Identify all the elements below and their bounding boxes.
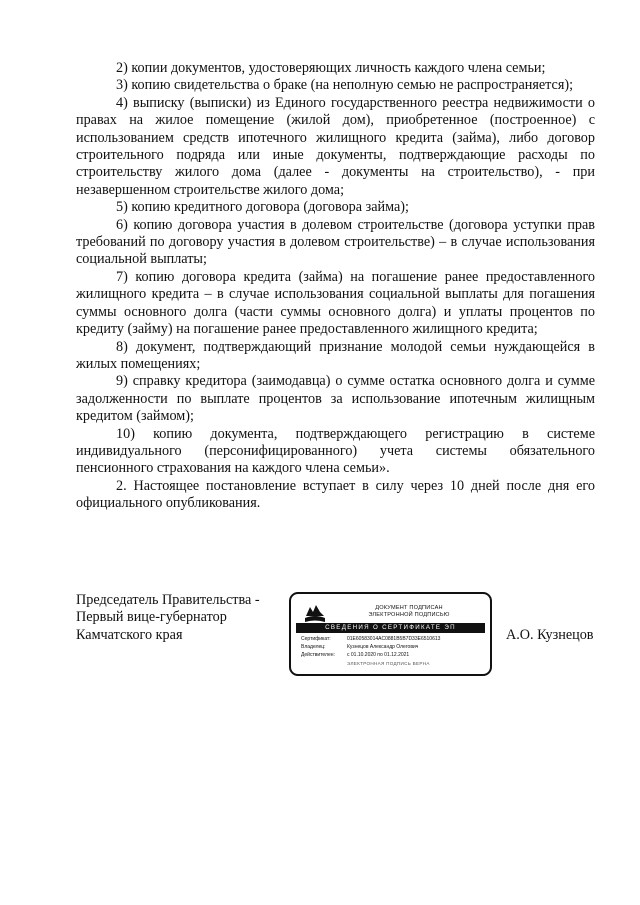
paragraph-item-5: 5) копию кредитного договора (договора займа); <box>116 199 409 216</box>
paragraph-item-3: 3) копию свидетельства о браке (на неполную семью не распространяется); <box>116 77 574 94</box>
coat-of-arms-icon <box>303 602 327 624</box>
document-body <box>76 60 595 513</box>
paragraph-effective-date: 2. Настоящее постановление вступает в силу через 10 дней после дня его официального опубликования. <box>76 477 595 512</box>
position-line: Первый вице-губернатор <box>76 609 227 626</box>
stamp-title: ДОКУМЕНТ ПОДПИСАН ЭЛЕКТРОННОЙ ПОДПИСЬЮ <box>368 605 450 618</box>
paragraph-item-4: 4) выписку (выписки) из Единого государственного реестра недвижимости о правах на жилое помещение (жилой дом), приобретенное (построенное) с использованием средств ипотечного жилищного кредита (займа), либо договор строительного подряда или иные документы, подтверждающие расходы по строительству жилого дома (далее - документы на строительство), - при незавершенном строительстве жилого дома; <box>76 94 595 198</box>
certificate-row: Сертификат: 01E60583014AC0881B5B7D33E6510613 <box>301 636 441 642</box>
validity-row: Действителен: с 01.10.2020 по 01.12.2021 <box>301 652 410 658</box>
paragraph-item-6: 6) копию договора участия в долевом строительстве (договора уступки прав требований по договору участия в долевом строительстве) – в случае использования социальной выплаты; <box>76 216 595 268</box>
paragraph-item-10: 10) копию документа, подтверждающего регистрацию в системе индивидуального (персонифицированного) учета системы обязательного пенсионного страхования на каждого члена семьи». <box>76 425 595 477</box>
paragraph-item-9: 9) справку кредитора (заимодавца) о сумме остатка основного долга и сумме задолженности по выплате процентов за использование ипотечным жилищным кредитом (займом); <box>76 373 595 425</box>
signatory-position <box>76 592 260 644</box>
paragraph-item-7: 7) копию договора кредита (займа) на погашение ранее предоставленного жилищного кредита – в случае использования социальной выплаты для погашения суммы основного долга (части суммы основного долга) и уплаты процентов по кредиту (займу) на погашение ранее предоставленного жилищного кредита; <box>76 268 595 338</box>
stamp-header-bar: СВЕДЕНИЯ О СЕРТИФИКАТЕ ЭП <box>296 623 485 633</box>
signatory-name: А.О. Кузнецов <box>506 627 594 643</box>
paragraph-item-8: 8) документ, подтверждающий признание молодой семьи нуждающейся в жилых помещениях; <box>76 338 595 372</box>
stamp-footer: ЭЛЕКТРОННАЯ ПОДПИСЬ ВЕРНА <box>347 661 430 666</box>
position-line: Камчатского края <box>76 626 183 643</box>
position-line: Председатель Правительства - <box>76 592 260 608</box>
owner-row: Владелец: Кузнецов Александр Олегович <box>301 644 419 650</box>
paragraph-item-2: 2) копии документов, удостоверяющих личность каждого члена семьи; <box>116 60 546 76</box>
electronic-signature-stamp <box>289 592 492 676</box>
